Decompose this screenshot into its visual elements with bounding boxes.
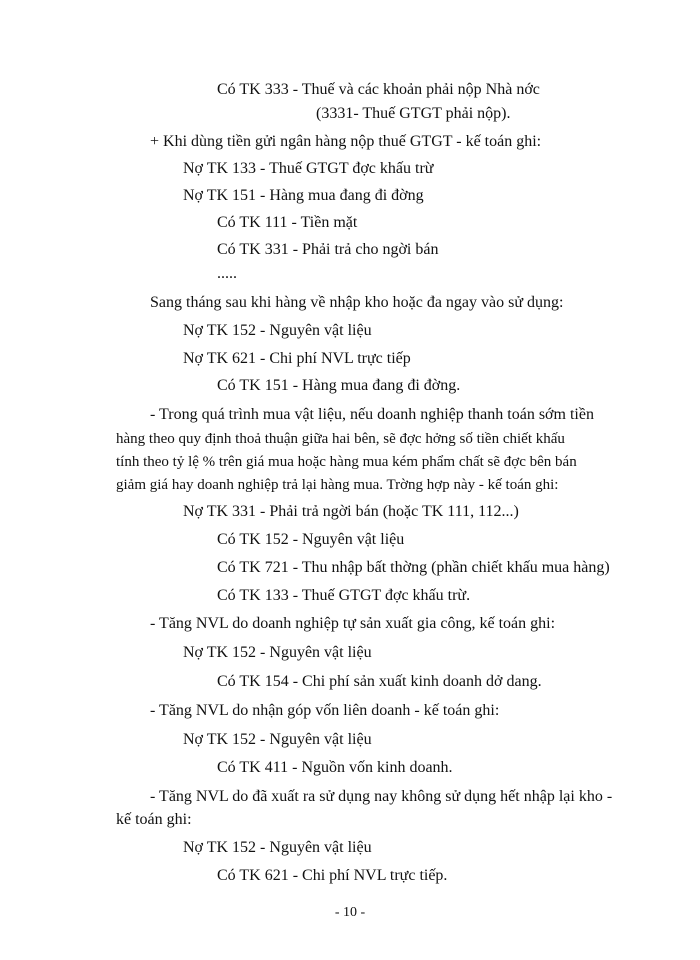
text-line: kế toán ghi: — [116, 811, 192, 828]
text-line: Nợ TK 152 - Nguyên vật liệu — [183, 322, 372, 339]
text-line: Nợ TK 152 - Nguyên vật liệu — [183, 731, 372, 748]
text-line: - Tăng NVL do đã xuất ra sử dụng nay không sử dụng hết nhập lại kho - — [150, 788, 613, 805]
text-line: Nợ TK 133 - Thuế GTGT đợc khấu trừ — [183, 160, 434, 177]
text-line: tính theo tỷ lệ % trên giá mua hoặc hàng mua kém phẩm chất sẽ đợc bên bán — [116, 454, 577, 470]
text-line: - Tăng NVL do doanh nghiệp tự sản xuất gia công, kế toán ghi: — [150, 615, 556, 632]
text-line: giảm giá hay doanh nghiệp trả lại hàng mua. Trờng hợp này - kế toán ghi: — [116, 477, 559, 493]
text-line: Có TK 111 - Tiền mặt — [217, 214, 358, 231]
text-line: Có TK 333 - Thuế và các khoản phải nộp Nhà nớc — [217, 81, 540, 98]
text-line: Có TK 721 - Thu nhập bất thờng (phần chiết khấu mua hàng) — [217, 559, 610, 576]
text-line: Có TK 154 - Chi phí sản xuất kinh doanh dở dang. — [217, 673, 542, 690]
text-line: Sang tháng sau khi hàng về nhập kho hoặc đa ngay vào sử dụng: — [150, 294, 564, 311]
text-line: - Trong quá trình mua vật liệu, nếu doanh nghiệp thanh toán sớm tiền — [150, 406, 594, 423]
text-line: Có TK 133 - Thuế GTGT đợc khấu trừ. — [217, 587, 471, 604]
text-line: Nợ TK 152 - Nguyên vật liệu — [183, 839, 372, 856]
text-line: + Khi dùng tiền gửi ngân hàng nộp thuế GTGT - kế toán ghi: — [150, 133, 542, 150]
text-line: (3331- Thuế GTGT phải nộp). — [316, 105, 511, 122]
text-line: Nợ TK 331 - Phải trả ngời bán (hoặc TK 111, 112...) — [183, 503, 519, 520]
text-line: Nợ TK 152 - Nguyên vật liệu — [183, 644, 372, 661]
text-line: ..... — [217, 265, 237, 282]
text-line: Có TK 331 - Phải trả cho ngời bán — [217, 241, 439, 258]
text-line: Có TK 621 - Chi phí NVL trực tiếp. — [217, 867, 448, 884]
page-number: - 10 - — [334, 905, 366, 920]
text-line: Có TK 152 - Nguyên vật liệu — [217, 531, 405, 548]
text-line: Có TK 411 - Nguồn vốn kinh doanh. — [217, 759, 453, 776]
text-line: Có TK 151 - Hàng mua đang đi đờng. — [217, 377, 461, 394]
text-line: hàng theo quy định thoả thuận giữa hai bên, sẽ đợc hởng số tiền chiết khấu — [116, 431, 565, 447]
text-line: - Tăng NVL do nhận góp vốn liên doanh - kế toán ghi: — [150, 702, 500, 719]
text-line: Nợ TK 621 - Chi phí NVL trực tiếp — [183, 350, 411, 367]
text-line: Nợ TK 151 - Hàng mua đang đi đờng — [183, 187, 424, 204]
